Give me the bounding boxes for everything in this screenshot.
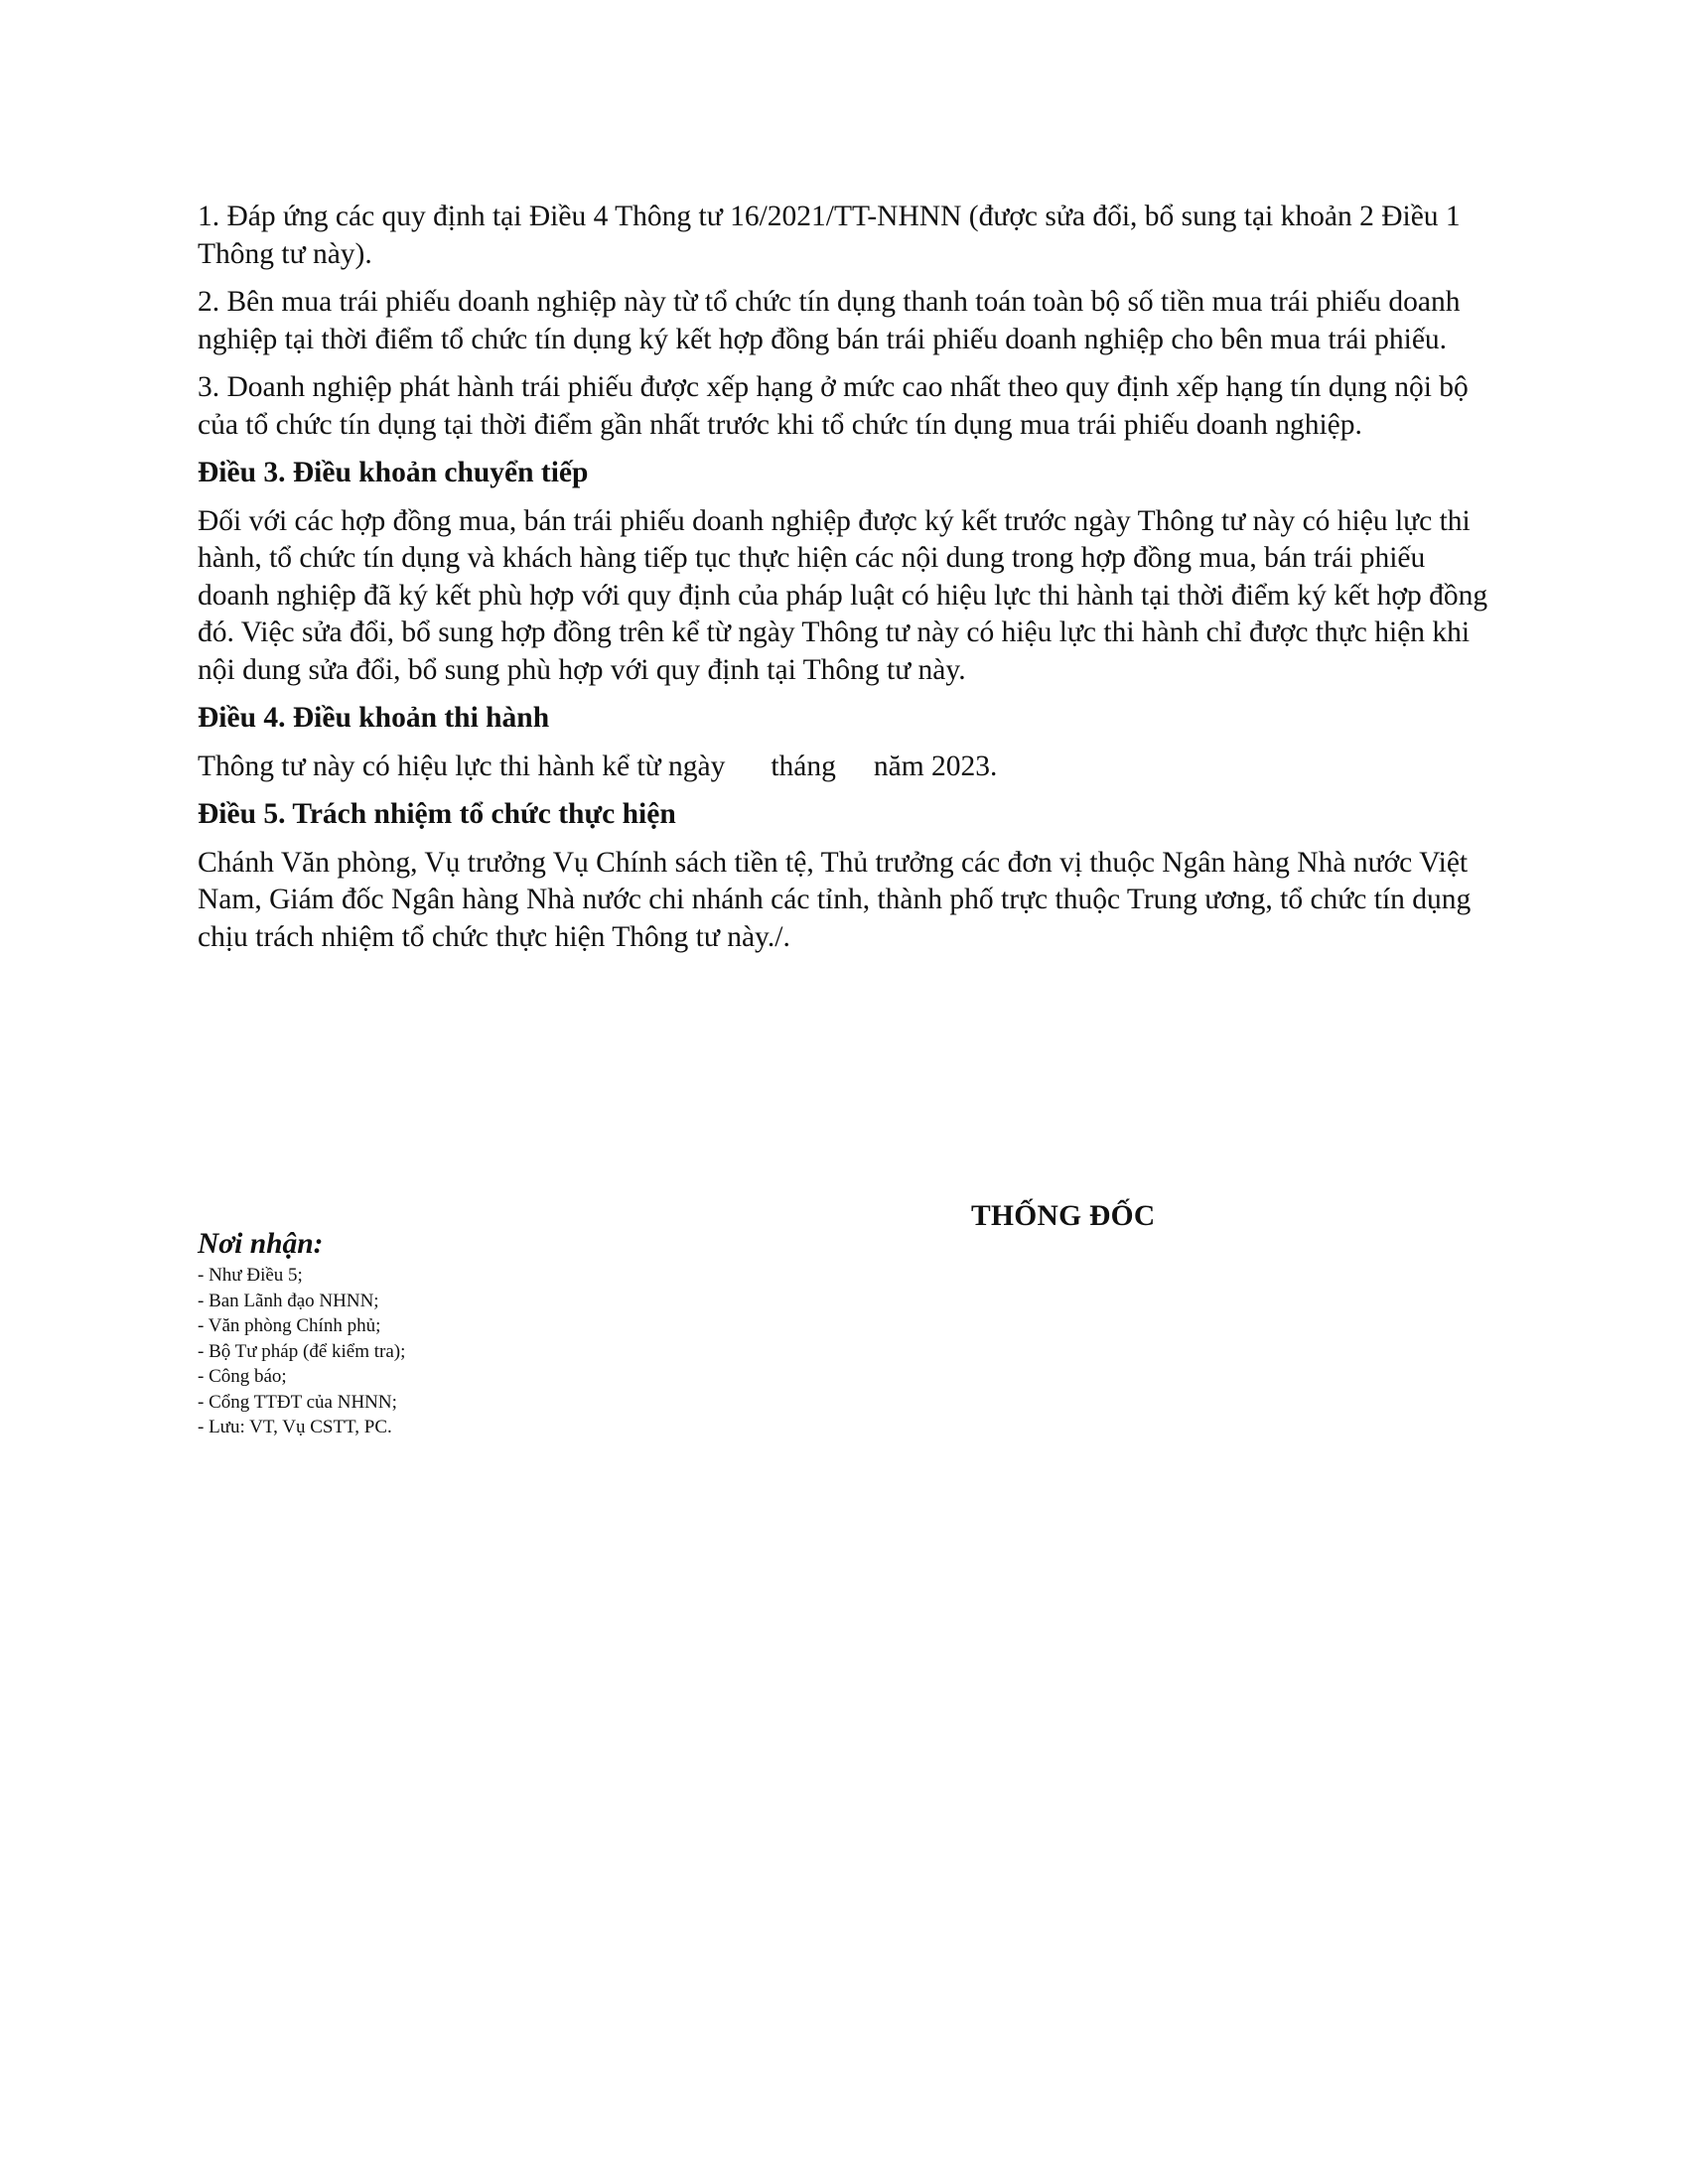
clause-1: 1. Đáp ứng các quy định tại Điều 4 Thông tư 16/2021/TT-NHNN (được sửa đổi, bổ sung tại khoản 2 Điều 1 Thông tư này). <box>198 201 1461 270</box>
recipients-title: Nơi nhận: <box>198 1228 324 1260</box>
article-3-body: Đối với các hợp đồng mua, bán trái phiếu doanh nghiệp được ký kết trước ngày Thông tư này có hiệu lực thi hành, tổ chức tín dụng và khách hàng tiếp tục thực hiện các nội dung trong hợp đồng mua, bán trái phiếu doanh nghiệp đã ký kết phù hợp với quy định của pháp luật có hiệu lực thi hành tại thời điểm ký kết hợp đồng đó. Việc sửa đổi, bổ sung hợp đồng trên kể từ ngày Thông tư này có hiệu lực thi hành chỉ được thực hiện khi nội dung sửa đổi, bổ sung phù hợp với quy định tại Thông tư này. <box>198 504 1488 686</box>
recipients-list <box>198 1263 405 1440</box>
effective-date-text: Thông tư này có hiệu lực thi hành kể từ ngày <box>198 750 726 782</box>
recipient-item: - Ban Lãnh đạo NHNN; <box>198 1290 379 1311</box>
recipients-block <box>198 1227 405 1440</box>
recipient-item: - Bộ Tư pháp (để kiểm tra); <box>198 1340 406 1362</box>
recipient-item: - Văn phòng Chính phủ; <box>198 1315 381 1336</box>
document-body <box>198 199 1490 967</box>
signature-title: THỐNG ĐỐC <box>971 1200 1156 1232</box>
clause-3: 3. Doanh nghiệp phát hành trái phiếu được xếp hạng ở mức cao nhất theo quy định xếp hạng tín dụng nội bộ của tổ chức tín dụng tại thời điểm gần nhất trước khi tổ chức tín dụng mua trái phiếu doanh nghiệp. <box>198 371 1469 441</box>
effective-month-text: tháng <box>771 750 836 782</box>
article-5-body: Chánh Văn phòng, Vụ trưởng Vụ Chính sách tiền tệ, Thủ trưởng các đơn vị thuộc Ngân hàng Nhà nước Việt Nam, Giám đốc Ngân hàng Nhà nước chi nhánh các tỉnh, thành phố trực thuộc Trung ương, tổ chức tín dụng chịu trách nhiệm tổ chức thực hiện Thông tư này./. <box>198 846 1472 953</box>
recipient-item: - Công báo; <box>198 1366 287 1387</box>
article-5-heading: Điều 5. Trách nhiệm tổ chức thực hiện <box>198 798 676 830</box>
recipient-item: - Như Điều 5; <box>198 1265 303 1286</box>
effective-year-text: năm 2023. <box>873 750 998 782</box>
clause-2: 2. Bên mua trái phiếu doanh nghiệp này từ tổ chức tín dụng thanh toán toàn bộ số tiền mua trái phiếu doanh nghiệp tại thời điểm tổ chức tín dụng ký kết hợp đồng bán trái phiếu doanh nghiệp cho bên mua trái phiếu. <box>198 286 1461 355</box>
recipient-item: - Lưu: VT, Vụ CSTT, PC. <box>198 1417 392 1437</box>
article-4-heading: Điều 4. Điều khoản thi hành <box>198 702 550 734</box>
article-3-heading: Điều 3. Điều khoản chuyển tiếp <box>198 457 589 488</box>
recipient-item: - Cổng TTĐT của NHNN; <box>198 1391 397 1413</box>
article-4-body <box>198 749 1490 786</box>
